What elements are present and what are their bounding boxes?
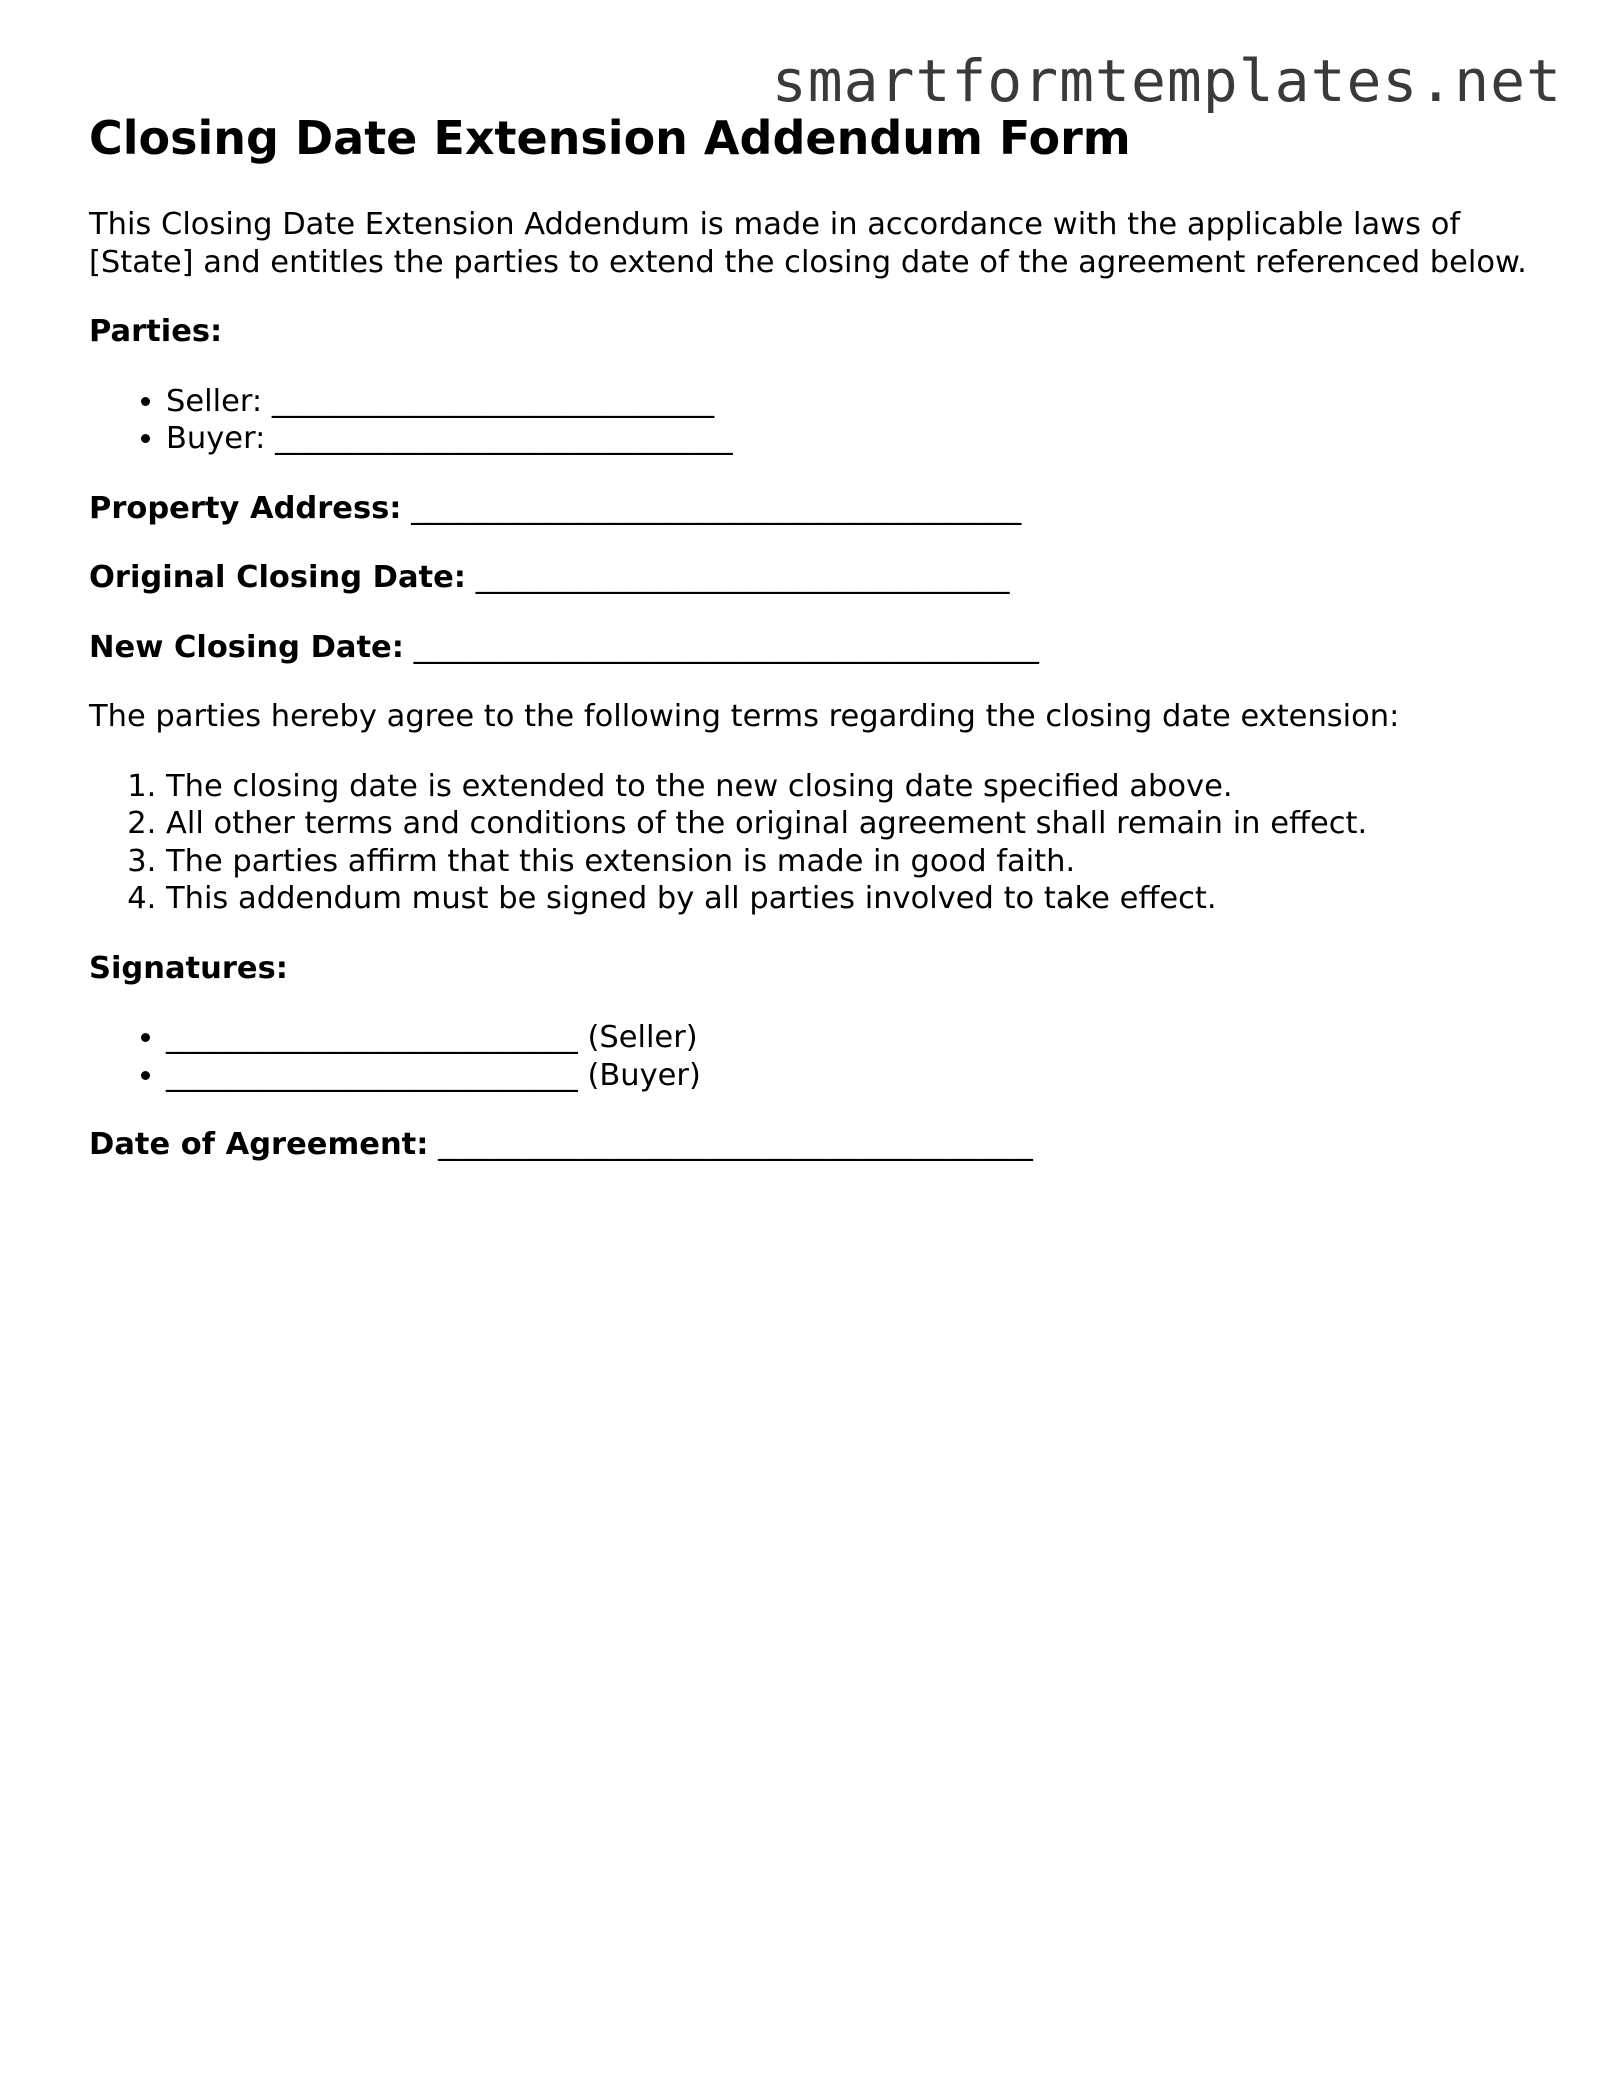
terms-list	[89, 768, 1529, 918]
seller-signature-field[interactable]: ___________________________	[166, 1020, 578, 1055]
list-item	[166, 1019, 1529, 1057]
buyer-field[interactable]: ______________________________	[275, 421, 733, 456]
buyer-signature-field[interactable]: ___________________________	[166, 1057, 578, 1093]
intro-paragraph: This Closing Date Extension Addendum is made in accordance with the applicable laws of [State] and entitles the parties to extend the closing date of the agreement referenced below.	[89, 207, 1527, 280]
new-closing-date-field[interactable]: _________________________________________	[413, 629, 1039, 665]
page-title: Closing Date Extension Addendum Form	[89, 111, 1131, 165]
seller-field[interactable]: _____________________________	[271, 383, 715, 419]
list-item	[166, 420, 1529, 458]
property-address-row	[89, 490, 1529, 528]
date-of-agreement-label: Date of Agreement:	[89, 1127, 429, 1162]
document-body	[89, 108, 1529, 1164]
date-of-agreement-field[interactable]: _______________________________________	[438, 1127, 1033, 1162]
list-item: 3. The parties affirm that this extension is made in good faith.	[166, 843, 1529, 881]
parties-list	[89, 383, 1529, 458]
list-item: 1. The closing date is extended to the new closing date specified above.	[166, 768, 1529, 806]
buyer-label: Buyer:	[166, 421, 266, 456]
watermark: smartformtemplates.net	[771, 47, 1562, 115]
list-item: 4. This addendum must be signed by all parties involved to take effect.	[166, 880, 1529, 918]
buyer-signature-role: (Buyer)	[587, 1057, 701, 1093]
original-closing-date-field[interactable]: ___________________________________	[475, 560, 1010, 595]
original-closing-date-label: Original Closing Date:	[89, 560, 467, 595]
parties-heading: Parties:	[89, 314, 223, 349]
property-address-field[interactable]: ________________________________________	[411, 490, 1022, 526]
list-item	[166, 1057, 1529, 1095]
seller-signature-role: (Seller)	[587, 1020, 698, 1055]
new-closing-date-label: New Closing Date:	[89, 629, 404, 665]
new-closing-date-row	[89, 629, 1529, 667]
list-item: 2. All other terms and conditions of the original agreement shall remain in effect.	[166, 805, 1529, 843]
signatures-list	[89, 1019, 1529, 1094]
date-of-agreement-row	[89, 1126, 1529, 1164]
property-address-label: Property Address:	[89, 490, 402, 526]
terms-intro: The parties hereby agree to the following terms regarding the closing date extension:	[89, 699, 1400, 734]
original-closing-date-row	[89, 559, 1529, 597]
signatures-heading: Signatures:	[89, 950, 288, 986]
list-item	[166, 383, 1529, 421]
seller-label: Seller:	[166, 383, 263, 419]
